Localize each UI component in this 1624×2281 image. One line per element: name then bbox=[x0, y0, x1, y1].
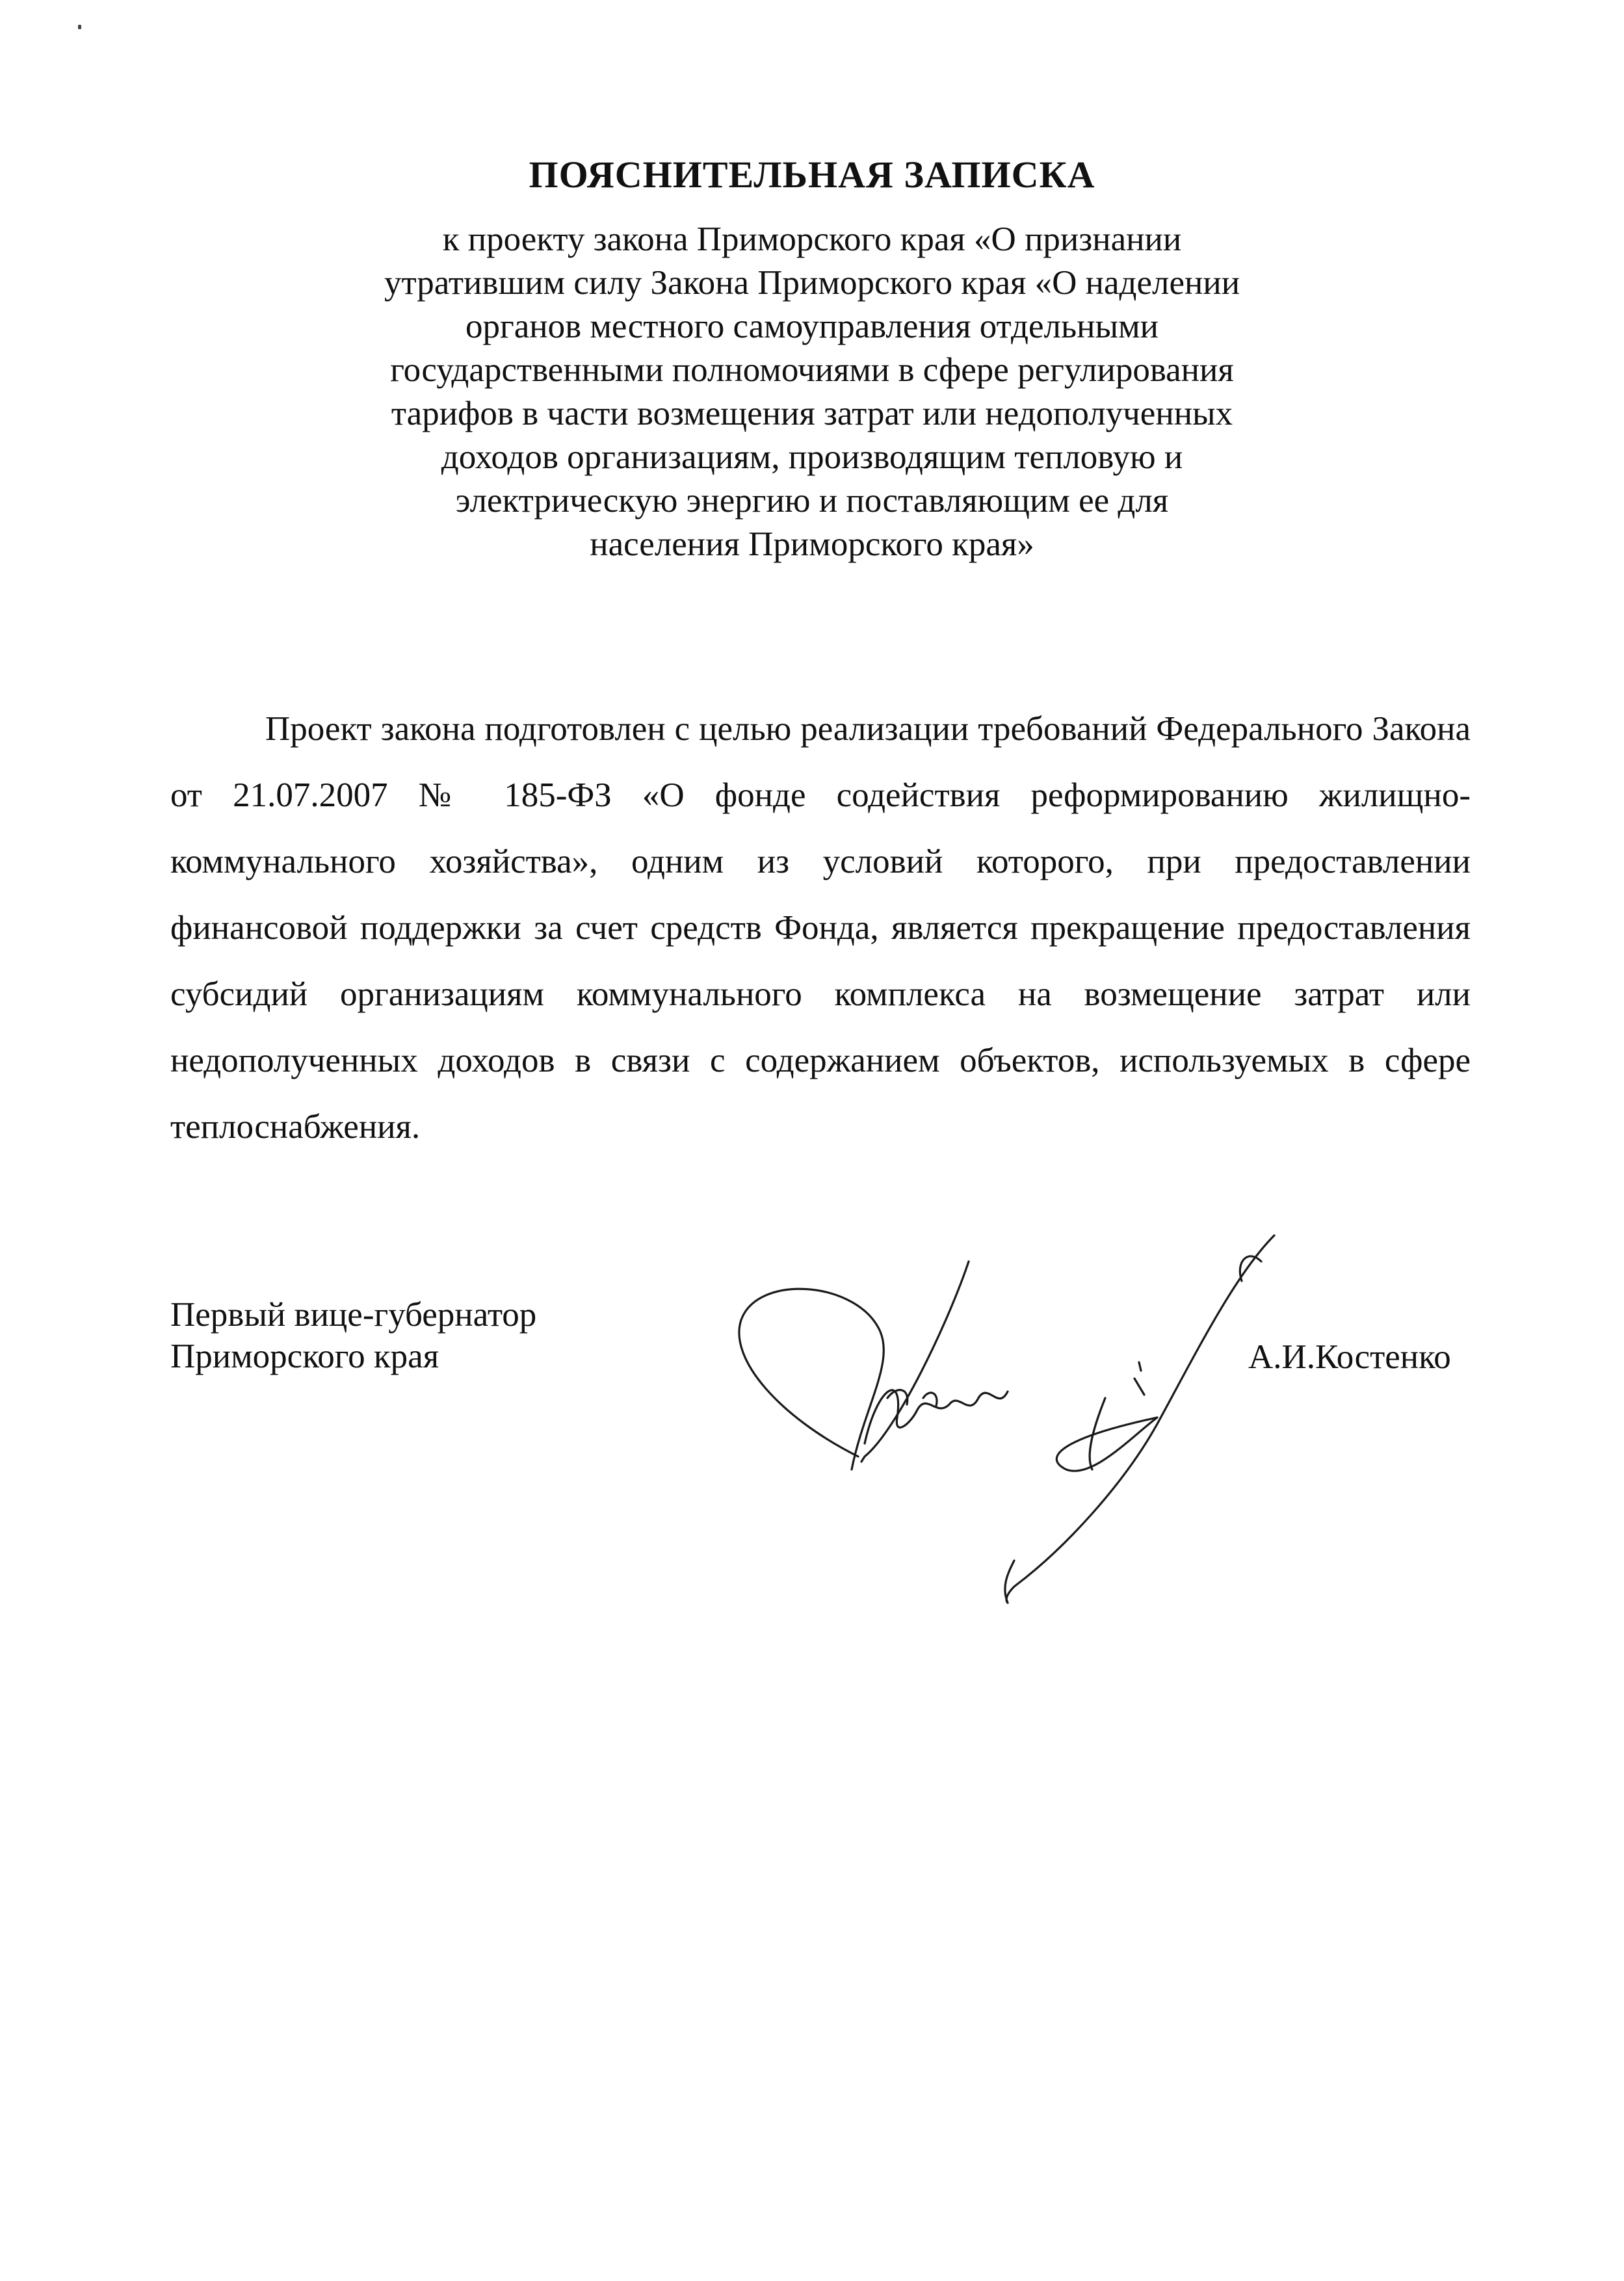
document-title: ПОЯСНИТЕЛЬНАЯ ЗАПИСКА bbox=[529, 153, 1095, 196]
signatory-position-line: Первый вице-губернатор bbox=[170, 1296, 537, 1334]
signatory-name: А.И.Костенко bbox=[1248, 1338, 1451, 1376]
signature-icon bbox=[702, 1222, 1287, 1626]
subtitle-line: государственными полномочиями в сфере регулирования bbox=[390, 351, 1234, 389]
subtitle-line: тарифов в части возмещения затрат или недополученных bbox=[391, 395, 1233, 432]
subtitle-line: утратившим силу Закона Приморского края «О наделении bbox=[384, 264, 1240, 302]
body-paragraph: Проект закона подготовлен с целью реализации требований Федерального Закона от 21.07.2007 № 185-ФЗ «О фонде содействия реформированию жилищно-коммунального хозяйства», одним из условий которого, при предоставлении финансовой поддержки за счет средств Фонда, является прекращение предоставления субсидий организациям коммунального комплекса на возмещение затрат или недополученных доходов в связи с содержанием объектов, используемых в сфере теплоснабжения. bbox=[170, 710, 1471, 1146]
document-subtitle bbox=[0, 218, 1624, 566]
scan-speck bbox=[78, 25, 81, 29]
subtitle-line: к проекту закона Приморского края «О признании bbox=[442, 220, 1182, 258]
subtitle-line: органов местного самоуправления отдельными bbox=[465, 308, 1159, 345]
subtitle-line: электрическую энергию и поставляющим ее для bbox=[455, 482, 1169, 520]
signatory-position bbox=[170, 1294, 536, 1377]
signatory-position-line: Приморского края bbox=[170, 1338, 439, 1375]
subtitle-line: населения Приморского края» bbox=[590, 525, 1034, 563]
subtitle-line: доходов организациям, производящим тепловую и bbox=[441, 438, 1183, 476]
